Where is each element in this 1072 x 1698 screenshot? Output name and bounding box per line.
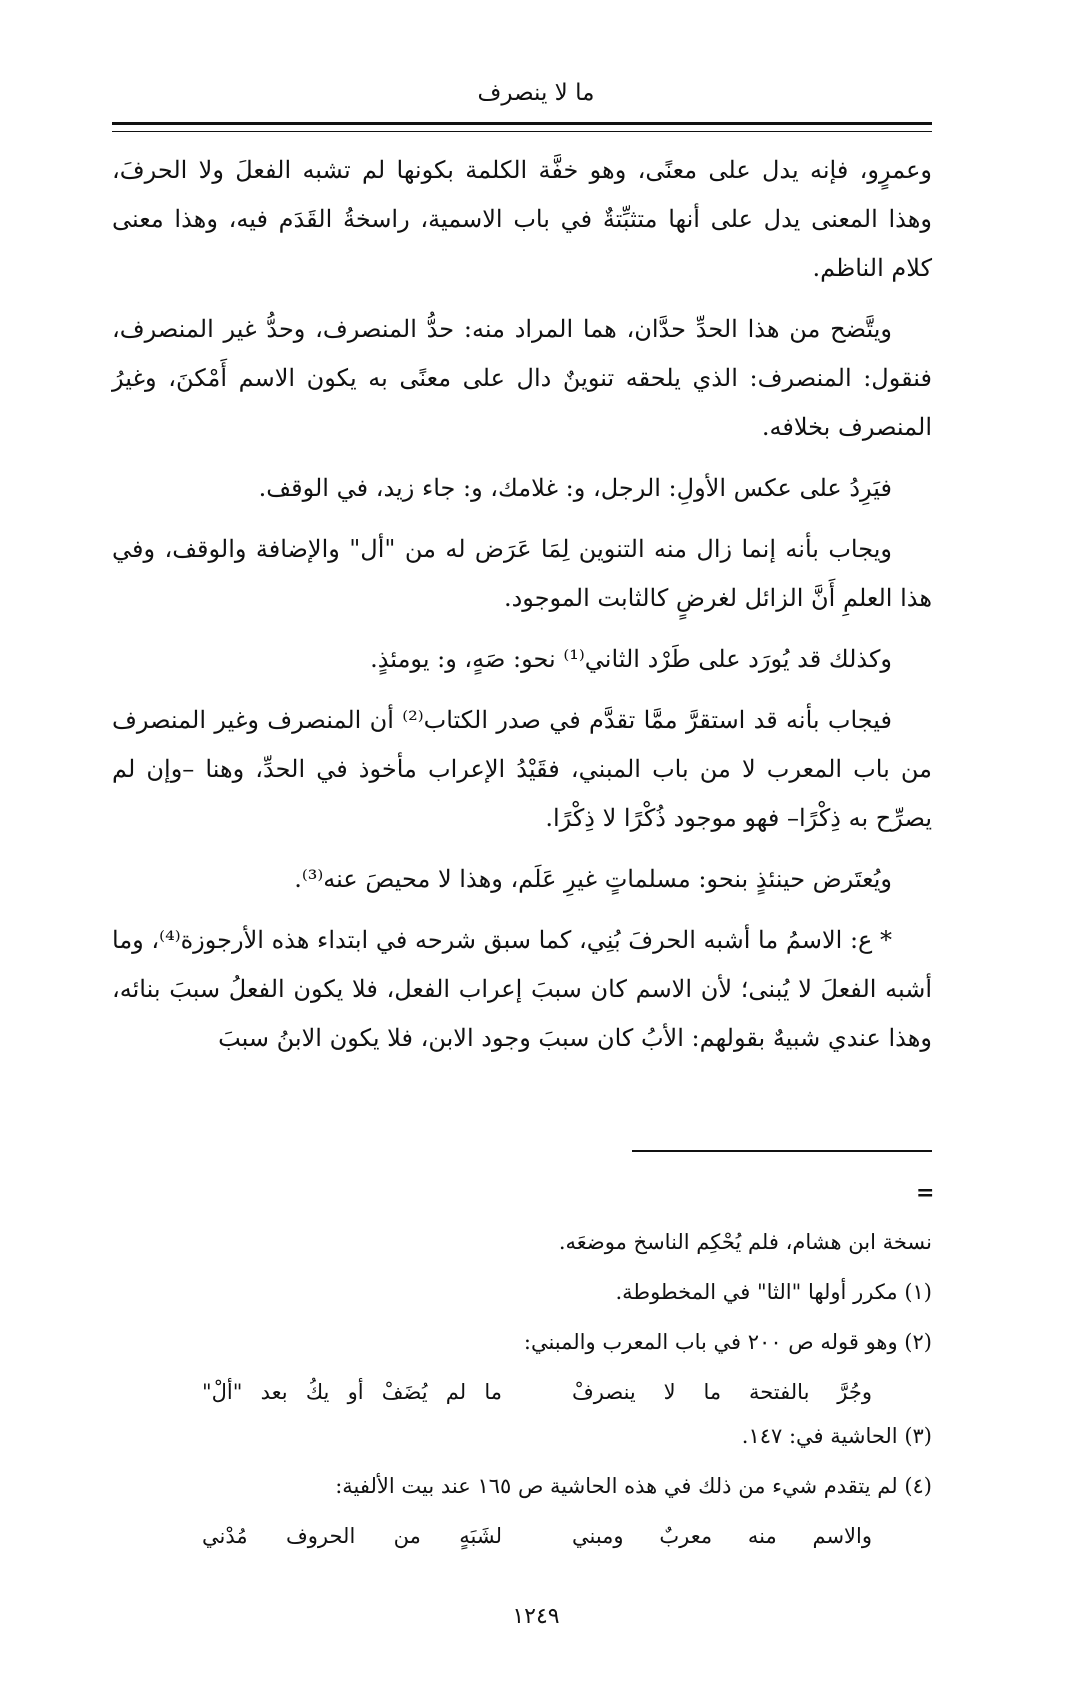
verse-hemistich: لشَبَهٍ من الحروف مُدْني [202,1524,502,1548]
footnote-line: (٤) لم يتقدم شيء من ذلك في هذه الحاشية ص ١٦٥ عند بيت الألفية: [335,1474,932,1498]
verse-hemistich: والاسم منه معربٌ ومبني [572,1524,872,1548]
footnote-line: (٣) الحاشية في: ١٤٧. [741,1424,932,1448]
verse-line [112,1514,932,1558]
footnote-line: (٢) وهو قوله ص ٢٠٠ في باب المعرب والمبني: [523,1330,932,1354]
paragraph: فيَرِدُ على عكس الأولِ: الرجل، و: غلامك، و: جاء زيد، في الوقف. [258,474,892,502]
running-header: ما لا ينصرف [477,80,595,106]
paragraph: * ع: الاسمُ ما أشبه الحرفَ بُنِي، كما سبق شرحه في ابتداء هذه الأرجوزة⁽⁴⁾، وما أشبه الفعلَ لا يُبنى؛ لأن الاسم كان سببَ إعراب الفعل، فلا يكون الفعلُ سببَ بنائه، وهذا عندي شبيهٌ بقولهم: الأبُ كان سببَ وجود الابن، فلا يكون الابنُ سببَ [112,926,932,1052]
header-rule-thick [112,122,932,125]
paragraph: ويُعتَرض حينئذٍ بنحو: مسلماتٍ غيرِ عَلَم، وهذا لا محيصَ عنه⁽³⁾. [294,865,892,893]
page-number: ١٢٤٩ [512,1604,560,1629]
footnote-line: نسخة ابن هشام، فلم يُحْكِم الناسخ موضعَه. [558,1230,932,1254]
verse-hemistich: ما لم يُضَفْ أو يكُ بعد "ألْ" [202,1380,502,1404]
footnotes [112,1220,932,1558]
verse-hemistich: وجُرَّ بالفتحة ما لا ينصرفْ [572,1380,872,1404]
footnote-line: (١) مكرر أولها "الثا" في المخطوطة. [615,1280,932,1304]
main-text [112,146,932,1075]
verse-line [112,1370,932,1414]
paragraph: فيجاب بأنه قد استقرَّ ممَّا تقدَّم في صدر الكتاب⁽²⁾ أن المنصرف وغير المنصرف من باب المعرب لا من باب المبني، فقَيْدُ الإعراب مأخوذ في الحدِّ، وهنا –وإن لم يصرِّح به ذِكْرًا– فهو موجود ذُكْرًا لا ذِكْرًا. [112,706,932,832]
footnote-separator [632,1150,932,1152]
footnote-continuation-mark: = [916,1180,935,1206]
paragraph: ويجاب بأنه إنما زال منه التنوين لِمَا عَرَض له من "أل" والإضافة والوقف، وفي هذا العلمِ أَنَّ الزائل لغرضٍ كالثابت الموجود. [112,535,932,612]
header-rule-thin [112,131,932,132]
paragraph: ويتَّضح من هذا الحدِّ حدَّان، هما المراد منه: حدُّ المنصرف، وحدُّ غير المنصرف، فنقول: المنصرف: الذي يلحقه تنوينٌ دال على معنًى به يكون الاسم أَمْكنَ، وغيرُ المنصرف بخلافه. [112,315,932,441]
paragraph: وكذلك قد يُورَد على طَرْد الثاني⁽¹⁾ نحو: صَهٍ، و: يومئذٍ. [370,645,892,673]
paragraph: وعمرٍو، فإنه يدل على معنًى، وهو خفَّة الكلمة بكونها لم تشبه الفعلَ ولا الحرفَ، وهذا المعنى يدل على أنها متثبِّتةٌ في باب الاسمية، راسخةُ القَدَم فيه، وهذا معنى كلام الناظم. [112,156,932,282]
